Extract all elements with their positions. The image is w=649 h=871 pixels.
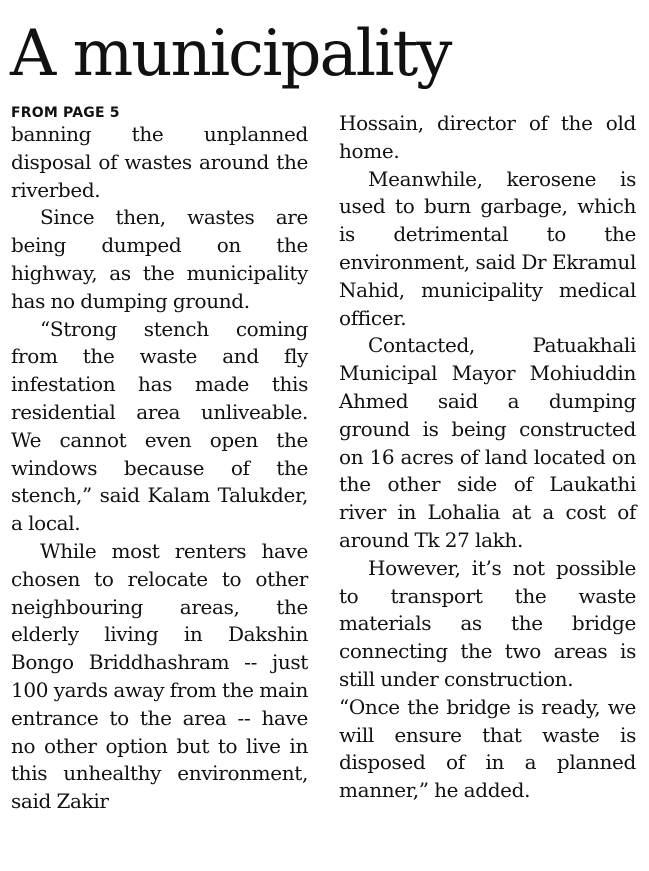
article-column-left — [11, 104, 308, 816]
paragraph-continued: Hossain, director of the old home. — [339, 111, 636, 163]
paragraph: However, it’s not possible to transport the waste materials as the bridge connecting the two areas is still under construction. — [339, 555, 636, 691]
paragraph-quote: “Strong stench coming from the waste and fly infestation has made this residential area unliveable. We cannot even open the windows because of the stench,” said Kalam Talukder, a local. — [11, 316, 308, 536]
article-column-right — [339, 110, 636, 805]
paragraph: Meanwhile, kerosene is used to burn garbage, which is detrimental to the environment, said Dr Ekramul Nahid, municipality medical officer. — [339, 166, 636, 330]
article-headline: A municipality — [10, 17, 451, 91]
paragraph: Since then, wastes are being dumped on the highway, as the municipality has no dumping ground. — [11, 205, 308, 313]
jump-label: FROM PAGE 5 — [11, 105, 120, 121]
paragraph-continued: banning the unplanned disposal of wastes around the riverbed. — [11, 122, 308, 202]
paragraph: Contacted, Patuakhali Municipal Mayor Mohiuddin Ahmed said a dumping ground is being constructed on 16 acres of land located on the other side of Laukathi river in Lohalia at a cost of around Tk 27 lakh. — [339, 333, 636, 552]
paragraph-quote: “Once the bridge is ready, we will ensure that waste is disposed of in a planned manner,” he added. — [339, 694, 636, 803]
paragraph: While most renters have chosen to relocate to other neighbouring areas, the elderly living in Dakshin Bongo Briddhashram -- just 100 yards away from the main entrance to the area -- have no other option but to live in this unhealthy environment, said Zakir — [11, 538, 308, 814]
